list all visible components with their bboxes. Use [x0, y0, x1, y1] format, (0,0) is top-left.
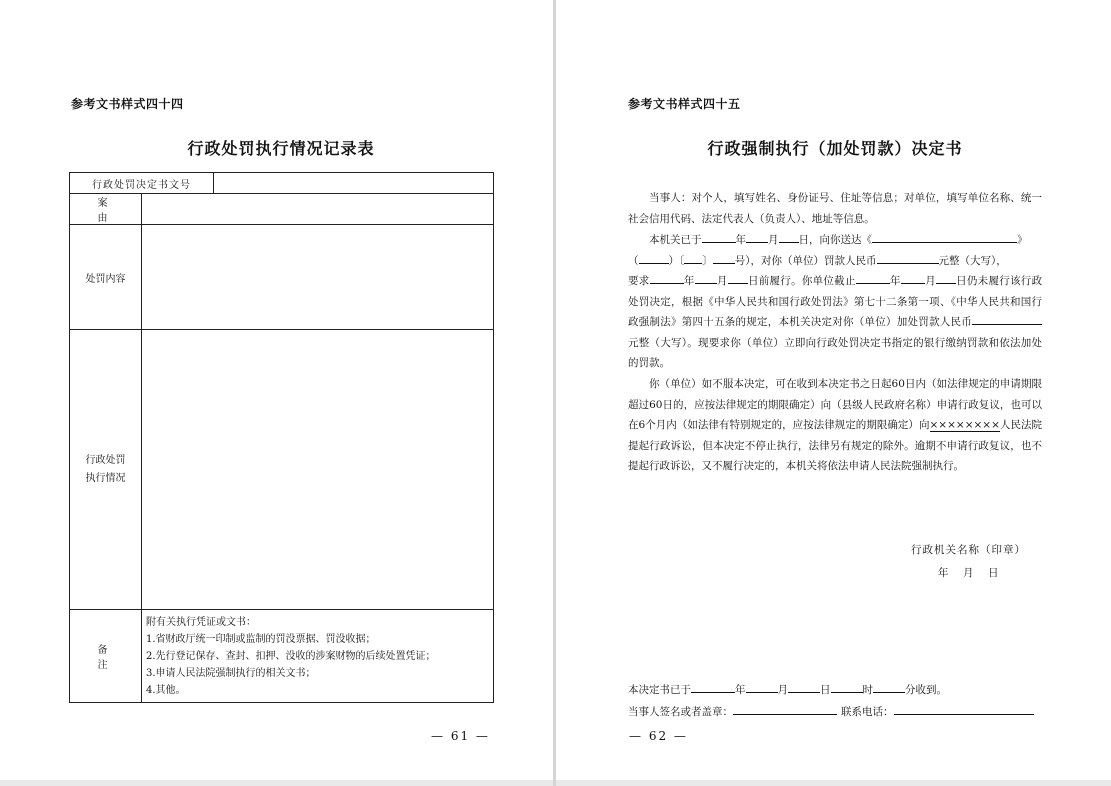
- p2-yuan: 元整（大写），: [938, 254, 1007, 267]
- blank-sign: [733, 702, 837, 715]
- blank-phone: [894, 702, 1034, 715]
- left-page-number: — 61 —: [431, 729, 490, 743]
- left-page-title: 行政处罚执行情况记录表: [187, 139, 375, 158]
- receipt-hour: 时: [862, 684, 873, 696]
- blank-document-name: [872, 230, 1017, 243]
- blank-month: [746, 230, 768, 243]
- p2-year-3: 年: [889, 275, 901, 287]
- p2-month-3: 月: [924, 275, 936, 287]
- right-sample-label: 参考文书样式四十五: [628, 97, 741, 111]
- blank-cutoff-month: [901, 271, 925, 284]
- receipt-text: 本决定书已于: [628, 684, 691, 696]
- blank-cutoff-year: [856, 271, 890, 284]
- p2-month-2: 月: [716, 275, 728, 287]
- receipt-day: 日: [820, 684, 831, 696]
- p2-payment-demand: 元整（大写）。现要求你（单位）立即向行政处罚决定书指定的银行缴纳罚款和依法加处的罚款。: [628, 336, 1042, 369]
- execution-label-line2: 执行情况: [85, 472, 126, 484]
- p2-close-bracket: 〕: [702, 254, 713, 267]
- party-paragraph: 当事人：对个人，填写姓名、身份证号、住址等信息；对单位，填写单位名称、统一社会信用代码、法定代表人（负责人）、地址等信息。: [628, 192, 1042, 225]
- receipt-minute: 分收到。: [905, 684, 947, 696]
- p3-court-name: ××××××××: [929, 419, 1000, 431]
- remarks-line: 4.其他。: [146, 684, 186, 696]
- blank-amount: [877, 251, 939, 264]
- blank-receipt-year: [691, 680, 735, 693]
- blank-receipt-day: [788, 680, 820, 693]
- p2-month: 月: [768, 234, 779, 246]
- penalty-content-label: 处罚内容: [70, 225, 142, 330]
- signature-line: [628, 702, 1034, 719]
- case-label: 案 由: [70, 194, 142, 225]
- p2-legal-basis: 日仍未履行该行政处罚决定，根据《中华人民共和国行政处罚法》第七十二条第一项、《中华人民共和国行政强制法》第四十五条的规定，本机关决定对你（单位）加处罚款人民币: [628, 275, 1043, 328]
- blank-due-year: [650, 271, 684, 284]
- p2-year-2: 年: [683, 275, 695, 287]
- signature-org: 行政机关名称（印章）: [911, 544, 1026, 556]
- decision-no-label: 行政处罚决定书文号: [70, 173, 214, 194]
- blank-due-month: [695, 271, 717, 284]
- blank-cutoff-day: [936, 271, 956, 284]
- p3-text-2: 人民法院提起行政诉讼，但本决定不停止执行，法律另有规定的除外。逾期不申请行政复议，也不提起行政诉讼，又不履行决定的，本机关将依法申请人民法院强制执行。: [628, 419, 1043, 472]
- blank-receipt-hour: [831, 680, 863, 693]
- remarks-line: 3.申请人民法院强制执行的相关文书；: [146, 667, 316, 679]
- remarks-label: 备 注: [70, 610, 142, 703]
- blank-doc-year: [684, 251, 702, 264]
- p2-mid-paren: ）〔: [668, 254, 685, 267]
- blank-doc-no: [713, 251, 735, 264]
- remedy-paragraph: [628, 374, 1042, 477]
- remarks-line: 1.省财政厅统一印制或监制的罚没票据、罚没收据；: [146, 633, 376, 645]
- record-table: [69, 172, 494, 703]
- p3-text: 你（单位）如不服本决定，可在收到本决定书之日起60日内（如法律规定的申请期限超过60日的，应按法律规定的期限确定）向（县级人民政府名称）申请行政复议，也可以在6个月内（如法律有特别规定的，应按法律规定的期限确定）向: [628, 378, 1042, 431]
- p2-close: 》: [1017, 234, 1028, 246]
- p2-year: 年: [735, 234, 746, 246]
- execution-label: [70, 330, 142, 610]
- right-page-number: — 62 —: [629, 729, 688, 743]
- blank-due-day: [728, 271, 748, 284]
- receipt-year: 年: [735, 684, 746, 696]
- right-page-title: 行政强制执行（加处罚款）决定书: [707, 139, 963, 158]
- receipt-line: [628, 680, 947, 697]
- p2-open-paren: （: [628, 254, 639, 267]
- p2-text: 本机关已于: [649, 234, 702, 246]
- remarks-line: 2.先行登记保存、查封、扣押、没收的涉案财物的后续处置凭证；: [146, 650, 436, 662]
- decision-paragraph: [628, 230, 1042, 374]
- receipt-month: 月: [777, 684, 788, 696]
- p2-hao: 号），对你（单位）罚款人民币: [734, 254, 877, 267]
- phone-label: 联系电话：: [841, 706, 894, 718]
- blank-doc-prefix: [639, 251, 669, 264]
- penalty-content-value: [142, 225, 494, 330]
- blank-receipt-minute: [873, 680, 905, 693]
- p2-deadline: 日前履行。你单位截止: [747, 275, 856, 287]
- signature-date: 年 月 日: [938, 567, 1001, 579]
- execution-label-line1: 行政处罚: [85, 454, 126, 466]
- decision-no-value: [214, 173, 494, 194]
- sign-label: 当事人签名或者盖章：: [628, 706, 733, 718]
- execution-value: [142, 330, 494, 610]
- blank-year: [702, 230, 736, 243]
- p2-day: 日，向你送达《: [798, 234, 872, 246]
- blank-day: [779, 230, 799, 243]
- case-value: [142, 194, 494, 225]
- p2-require: 要求: [628, 275, 650, 287]
- blank-receipt-month: [746, 680, 778, 693]
- left-sample-label: 参考文书样式四十四: [71, 97, 184, 111]
- remarks-line: 附有关执行凭证或文书：: [146, 616, 256, 628]
- blank-surcharge-amount: [972, 312, 1042, 325]
- remarks-content: [142, 610, 494, 703]
